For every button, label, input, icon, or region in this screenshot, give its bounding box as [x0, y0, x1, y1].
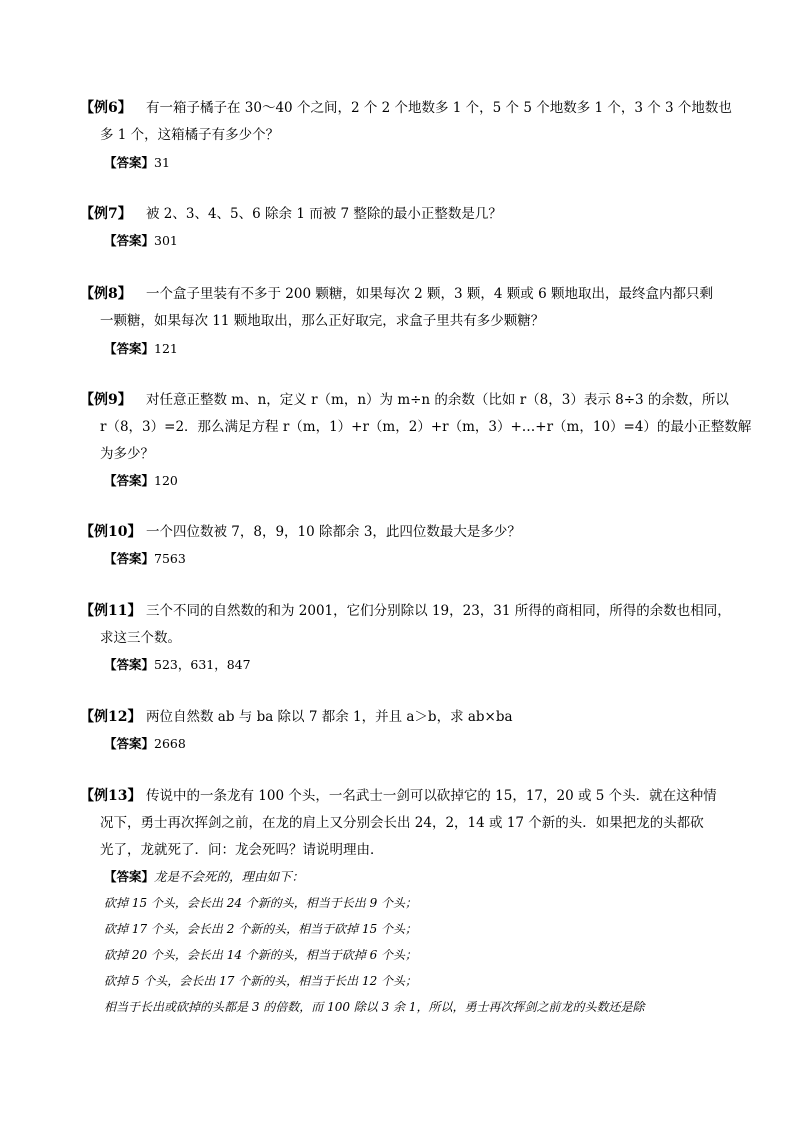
- problem-text-line: 对任意正整数 m、n，定义 r（m，n）为 m÷n 的余数（比如 r（8，3）表示 8÷3 的余数，所以: [146, 392, 729, 408]
- problem-text-line: 为多少？: [100, 446, 154, 462]
- answer-value: 龙是不会死的，理由如下：: [154, 869, 305, 884]
- problem-text-line: 一颗糖，如果每次 11 颗地取出，那么正好取完，求盒子里共有多少颗糖？: [100, 313, 545, 329]
- answer-tag: 【答案】: [104, 473, 155, 488]
- problem-text-line: 两位自然数 ab 与 ba 除以 7 都余 1，并且 a＞b，求 ab×ba: [146, 709, 513, 725]
- solution-line: 砍掉 5 个头，会长出 17 个新的头，相当于长出 12 个头；: [104, 974, 418, 988]
- problem-text-line: 一个四位数被 7，8，9，10 除都余 3，此四位数最大是多少？: [146, 524, 521, 540]
- answer-tag: 【答案】: [104, 341, 155, 356]
- answer-value: 121: [154, 341, 178, 356]
- answer-line: [104, 550, 186, 568]
- solution-line: 砍掉 17 个头，会长出 2 个新的头，相当于砍掉 15 个头；: [104, 922, 418, 936]
- answer-value: 120: [154, 473, 178, 488]
- answer-tag: 【答案】: [104, 736, 155, 751]
- problem-text-line: 求这三个数。: [100, 630, 181, 646]
- answer-line: [104, 472, 178, 490]
- problem-text-line: 三个不同的自然数的和为 2001，它们分别除以 19，23，31 所得的商相同，所得的余数也相同，: [146, 603, 731, 619]
- problem-text-line: 被 2、3、4、5、6 除余 1 而被 7 整除的最小正整数是几？: [146, 206, 502, 222]
- problem-text-line: r（8，3）=2．那么满足方程 r（m，1）+r（m，2）+r（m，3）+…+r（m，10）=4）的最小正整数解: [100, 419, 752, 435]
- problem-text-line: 多 1 个，这箱橘子有多少个？: [100, 127, 280, 143]
- problem-label: 【例9】: [80, 392, 132, 408]
- answer-tag: 【答案】: [104, 155, 155, 170]
- solution-line: 砍掉 20 个头，会长出 14 个新的头，相当于砍掉 6 个头；: [104, 948, 418, 962]
- answer-value: 301: [154, 233, 178, 248]
- answer-tag: 【答案】: [104, 869, 155, 884]
- answer-line: [104, 154, 170, 172]
- answer-value: 523，631，847: [154, 657, 251, 672]
- problem-text-line: 一个盒子里装有不多于 200 颗糖，如果每次 2 颗，3 颗，4 颗或 6 颗地取出，最终盒内都只剩: [146, 286, 713, 302]
- answer-line: [104, 232, 178, 250]
- answer-line: [104, 340, 178, 358]
- problem-label: 【例6】: [80, 100, 132, 116]
- answer-value: 2668: [154, 736, 186, 751]
- problem-text-line: 况下，勇士再次挥剑之前，在龙的肩上又分别会长出 24，2，14 或 17 个新的头．如果把龙的头都砍: [100, 815, 704, 831]
- solution-line: 相当于长出或砍掉的头都是 3 的倍数，而 100 除以 3 余 1，所以，勇士再次挥剑之前龙的头数还是除: [104, 1000, 645, 1014]
- problem-label: 【例12】: [80, 709, 142, 725]
- answer-line: [104, 868, 304, 886]
- answer-line: [104, 735, 186, 753]
- answer-tag: 【答案】: [104, 551, 155, 566]
- answer-value: 7563: [154, 551, 186, 566]
- answer-line: [104, 656, 251, 674]
- answer-tag: 【答案】: [104, 233, 155, 248]
- problem-label: 【例13】: [80, 788, 142, 804]
- problem-text-line: 传说中的一条龙有 100 个头，一名武士一剑可以砍掉它的 15，17，20 或 5 个头．就在这种情: [146, 788, 717, 804]
- answer-value: 31: [154, 155, 170, 170]
- problem-label: 【例10】: [80, 524, 142, 540]
- problem-label: 【例8】: [80, 286, 132, 302]
- problem-label: 【例11】: [80, 603, 142, 619]
- problem-label: 【例7】: [80, 206, 132, 222]
- problem-text-line: 光了，龙就死了．问：龙会死吗？请说明理由．: [100, 842, 384, 858]
- answer-tag: 【答案】: [104, 657, 155, 672]
- solution-line: 砍掉 15 个头，会长出 24 个新的头，相当于长出 9 个头；: [104, 896, 418, 910]
- problem-text-line: 有一箱子橘子在 30～40 个之间，2 个 2 个地数多 1 个，5 个 5 个地数多 1 个，3 个 3 个地数也: [146, 100, 732, 116]
